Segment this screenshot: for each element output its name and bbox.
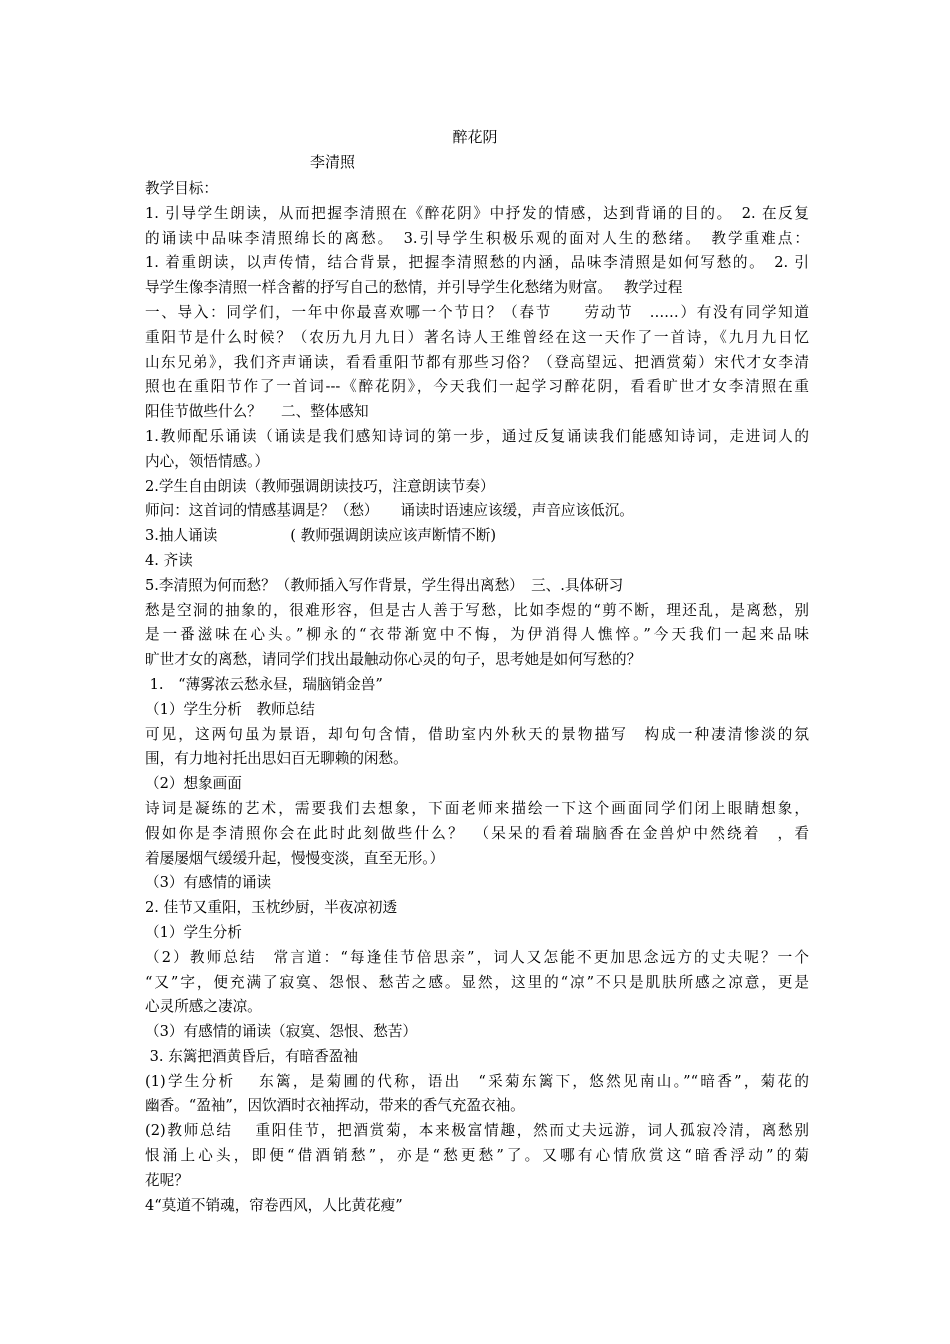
body-line: 幽香。“盈袖”，因饮酒时衣袖挥动，带来的香气充盈衣袖。 xyxy=(145,1097,525,1115)
body-line: （2）教师总结 常言道：“每逢佳节倍思亲”，词人又怎能不更加思念远方的丈夫呢？一个 xyxy=(145,948,809,966)
body-line: （2）想象画面 xyxy=(145,775,242,793)
body-line: “又”字，便充满了寂寞、怨恨、愁苦之感。显然，这里的“凉”不只是肌肤所感之凉意，更是 xyxy=(145,973,809,991)
body-line: 旷世才女的离愁，请同学们找出最触动你心灵的句子，思考她是如何写愁的？ xyxy=(145,651,642,669)
body-line: 诗词是凝练的艺术，需要我们去想象，下面老师来描绘一下这个画面同学们闭上眼睛想象， xyxy=(145,799,809,817)
body-line: 1. 引导学生朗读，从而把握李清照在《醉花阴》中抒发的情感，达到背诵的目的。 2. 在反复 xyxy=(145,204,809,222)
body-line: 2. 佳节又重阳，玉枕纱厨，半夜凉初透 xyxy=(145,899,398,917)
body-line: （3）有感情的诵读 xyxy=(145,874,272,892)
body-line: 可见，这两句虽为景语，却句句含情，借助室内外秋天的景物描写 构成一种凄清惨淡的氛 xyxy=(145,725,809,743)
body-line: 教学目标： xyxy=(145,180,218,197)
body-line: 假如你是李清照你会在此时此刻做些什么？ （呆呆的看着瑞脑香在金兽炉中然绕着 ，看 xyxy=(145,824,809,842)
body-line: 1.教师配乐诵读（诵读是我们感知诗词的第一步，通过反复诵读我们能感知诗词，走进词人的 xyxy=(145,427,809,445)
body-line: 2.学生自由朗读（教师强调朗读技巧，注意朗读节奏） xyxy=(145,477,495,495)
body-line: 山东兄弟》，我们齐声诵读，看看重阳节都有那些习俗？（登高望远、把酒赏菊）宋代才女李清 xyxy=(145,353,809,371)
body-line: 围，有力地衬托出思妇百无聊赖的闲愁。 xyxy=(145,750,408,768)
body-line: 1. “薄雾浓云愁永昼，瑞脑销金兽” xyxy=(145,675,383,693)
body-line: 心灵所感之凄凉。 xyxy=(145,998,262,1016)
body-line: 恨涌上心头，即便“借酒销愁”，亦是“愁更愁”了。又哪有心情欣赏这“暗香浮动”的菊 xyxy=(145,1147,809,1165)
body-line: 花呢？ xyxy=(145,1171,189,1189)
body-line: （1）学生分析 教师总结 xyxy=(145,700,315,718)
body-line: 5.李清照为何而愁？（教师插入写作背景，学生得出离愁） 三、.具体研习 xyxy=(145,576,624,594)
document-body xyxy=(145,177,809,1218)
document-title: 醉花阴 xyxy=(452,128,498,146)
body-line: 4. 齐读 xyxy=(145,551,193,569)
body-line: 1. 着重朗读，以声传情，结合背景，把握李清照愁的内涵，品味李清照是如何写愁的。 2. 引 xyxy=(145,254,809,272)
body-line: 重阳节是什么时候？（农历九月九日）著名诗人王维曾经在这一天作了一首诗，《九月九日忆 xyxy=(145,328,809,346)
body-line: 师问：这首词的情感基调是？（愁） 诵读时语速应该缓，声音应该低沉。 xyxy=(145,502,634,520)
body-line: 的诵读中品味李清照绵长的离愁。 3.引导学生积极乐观的面对人生的愁绪。 教学重难点： xyxy=(145,229,809,247)
body-line: 3. 东篱把酒黄昏后，有暗香盈袖 xyxy=(145,1047,358,1065)
body-line: 阳佳节做些什么？ 二、整体感知 xyxy=(145,403,369,421)
body-line: （1）学生分析 xyxy=(145,923,242,941)
body-line: (2)教师总结 重阳佳节，把酒赏菊，本来极富情趣，然而丈夫远游，词人孤寂冷清，离愁别 xyxy=(145,1122,809,1140)
body-line: 内心，领悟情感。） xyxy=(145,452,270,470)
body-line: 一、导入：同学们，一年中你最喜欢哪一个节日？（春节 劳动节 ……）有没有同学知道 xyxy=(145,303,809,321)
body-line: 4“莫道不销魂，帘卷西风，人比黄花瘦” xyxy=(145,1196,403,1214)
body-line: 3.抽人诵读 ( 教师强调朗读应该声断情不断) xyxy=(145,527,497,545)
body-line: (1)学生分析 东篱，是菊圃的代称，语出 “采菊东篱下，悠然见南山。”“暗香”，菊花的 xyxy=(145,1072,809,1090)
body-line: 导学生像李清照一样含蓄的抒写自己的愁情，并引导学生化愁绪为财富。 教学过程 xyxy=(145,279,683,297)
body-line: （3）有感情的诵读（寂寞、怨恨、愁苦） xyxy=(145,1023,417,1041)
body-line: 愁是空洞的抽象的，很难形容，但是古人善于写愁，比如李煜的“剪不断，理还乱，是离愁，别 xyxy=(145,601,809,619)
body-line: 照也在重阳节作了一首词---《醉花阴》，今天我们一起学习醉花阴，看看旷世才女李清照在重 xyxy=(145,378,809,396)
body-line: 是一番滋味在心头。”柳永的“衣带渐宽中不悔，为伊消得人憔悴。”今天我们一起来品味 xyxy=(145,626,809,644)
document-author: 李清照 xyxy=(310,153,356,171)
body-line: 着屡屡烟气缓缓升起，慢慢变淡，直至无形。） xyxy=(145,849,445,867)
